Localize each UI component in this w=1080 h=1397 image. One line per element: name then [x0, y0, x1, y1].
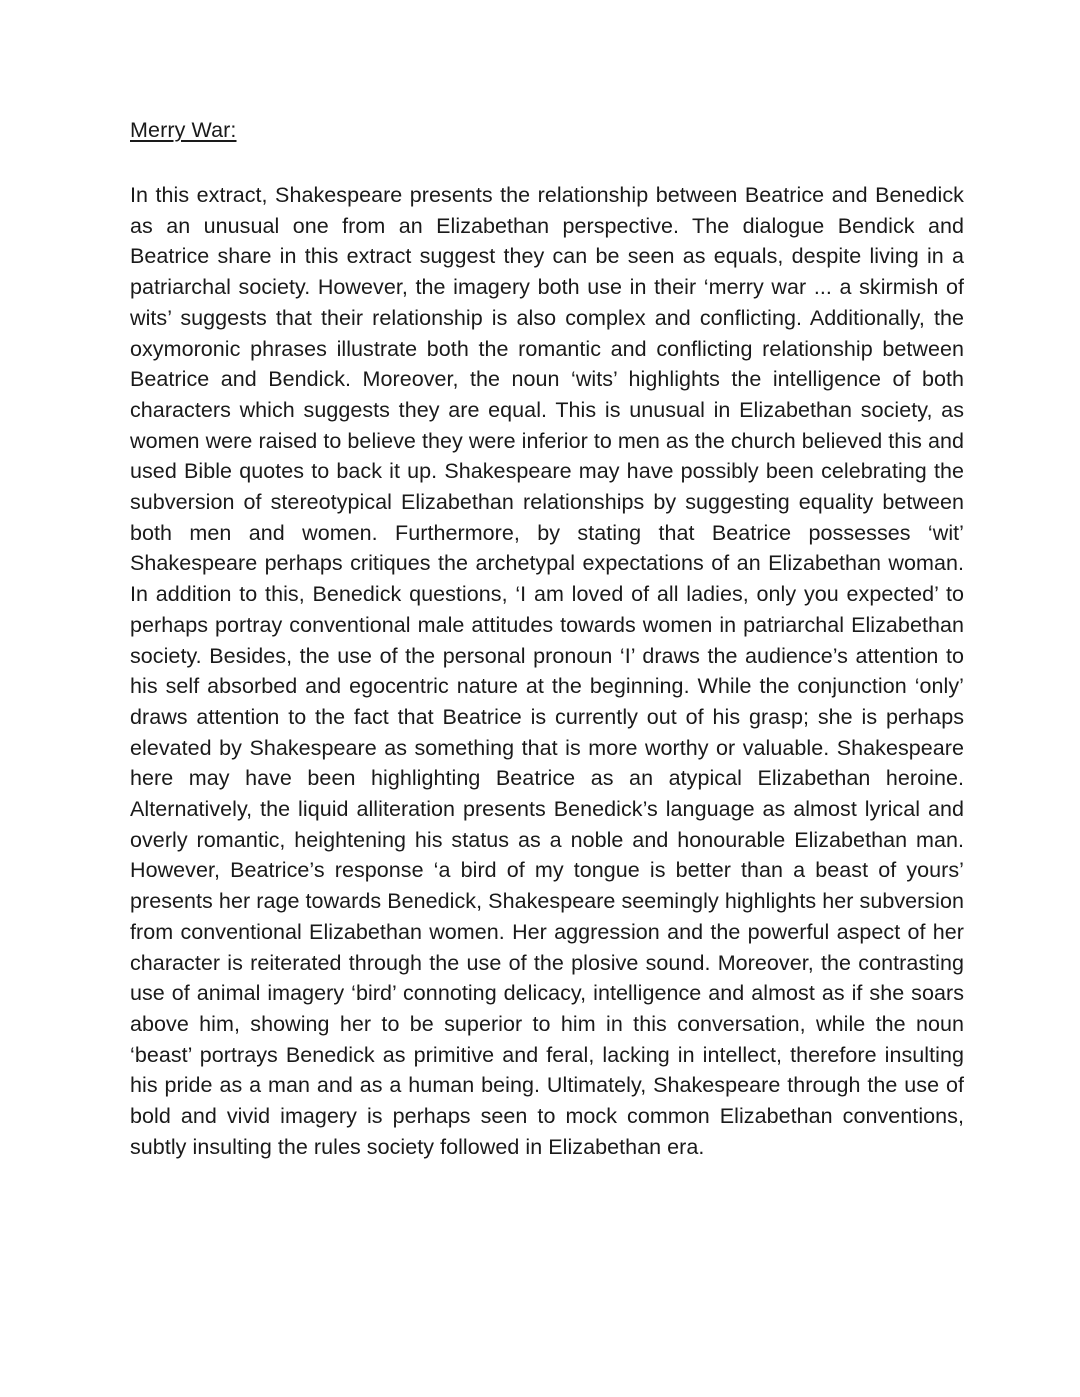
essay-paragraph: In this extract, Shakespeare presents the relationship between Beatrice and Benedick as an unusual one from an Elizabethan perspective. The dialogue Bendick and Beatrice share in this extract suggest they can be seen as equals, despite living in a patriarchal society. However, the imagery both use in their ‘merry war ... a skirmish of wits’ suggests that their relationship is also complex and conflicting. Additionally, the oxymoronic phrases illustrate both the romantic and conflicting relationship between Beatrice and Bendick. Moreover, the noun ‘wits’ highlights the intelligence of both characters which suggests they are equal. This is unusual in Elizabethan society, as women were raised to believe they were inferior to men as the church believed this and used Bible quotes to back it up. Shakespeare may have possibly been celebrating the subversion of stereotypical Elizabethan relationships by suggesting equality between both men and women. Furthermore, by stating that Beatrice possesses ‘wit’ Shakespeare perhaps critiques the archetypal expectations of an Elizabethan woman. In addition to this, Benedick questions, ‘I am loved of all ladies, only you expected’ to perhaps portray conventional male attitudes towards women in patriarchal Elizabethan society. Besides, the use of the personal pronoun ‘I’ draws the audience’s attention to his self absorbed and egocentric nature at the beginning. While the conjunction ‘only’ draws attention to the fact that Beatrice is currently out of his grasp; she is perhaps elevated by Shakespeare as something that is more worthy or valuable. Shakespeare here may have been highlighting Beatrice as an atypical Elizabethan heroine. Alternatively, the liquid alliteration presents Benedick’s language as almost lyrical and overly romantic, heightening his status as a noble and honourable Elizabethan man. However, Beatrice’s response ‘a bird of my tongue is better than a beast of yours’ presents her rage towards Benedick, Shakespeare seemingly highlights her subversion from conventional Elizabethan women. Her aggression and the powerful aspect of her character is reiterated through the use of the plosive sound. Moreover, the contrasting use of animal imagery ‘bird’ connoting delicacy, intelligence and almost as if she soars above him, showing her to be superior to him in this conversation, while the noun ‘beast’ portrays Benedick as primitive and feral, lacking in intellect, therefore insulting his pride as a man and as a human being. Ultimately, Shakespeare through the use of bold and vivid imagery is perhaps seen to mock common Elizabethan conventions, subtly insulting the rules society followed in Elizabethan era. [130, 183, 964, 1159]
document-heading: Merry War: [130, 118, 237, 142]
